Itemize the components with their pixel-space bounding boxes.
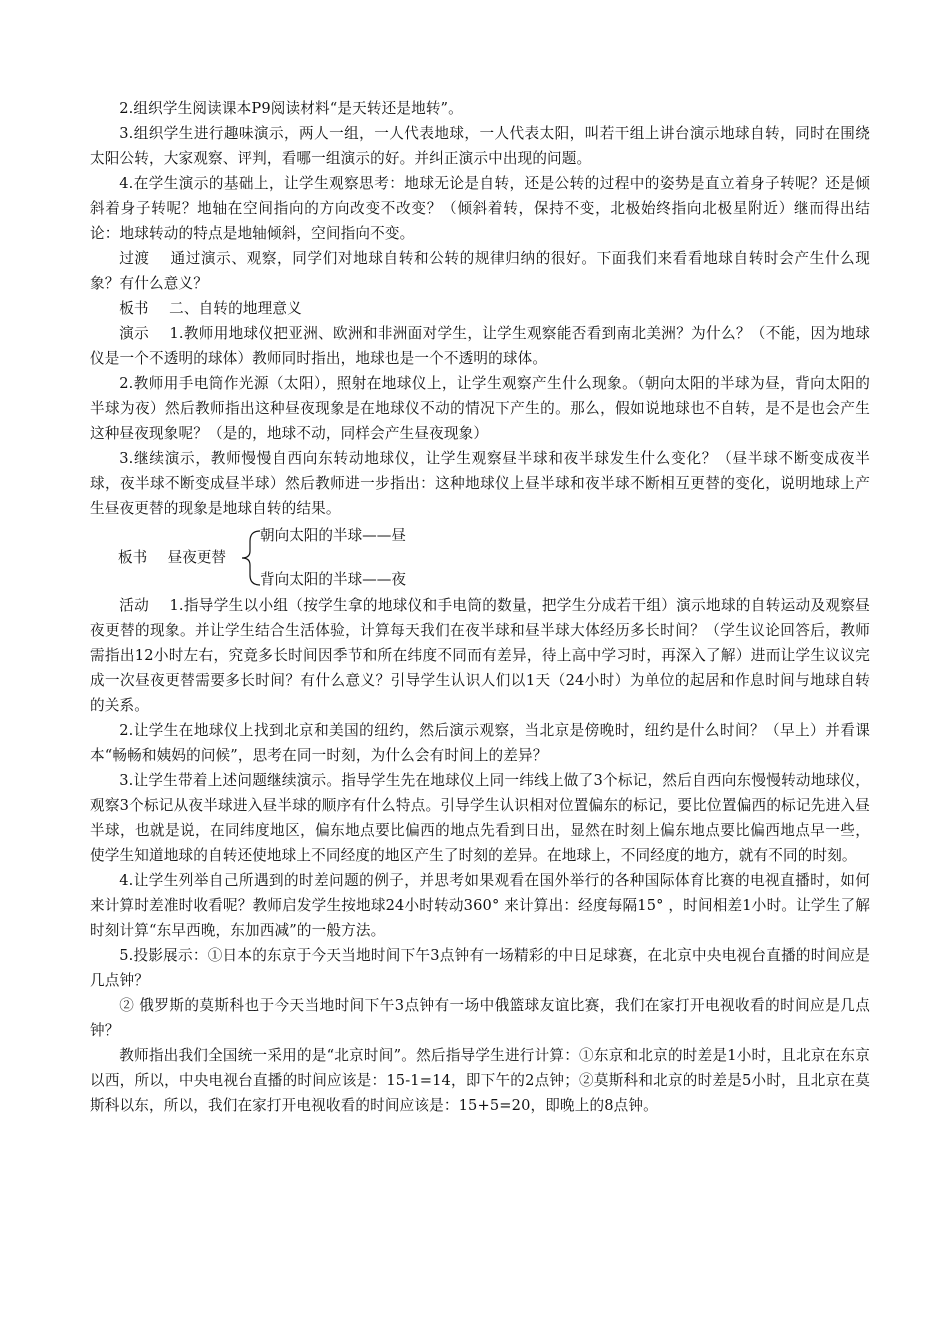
paragraph: 4.在学生演示的基础上，让学生观察思考：地球无论是自转，还是公转的过程中的姿势是直立着身子转呢？还是倾斜着身子转呢？地轴在空间指向的方向改变不改变？（倾斜着转，保持不变，北极始终指向北极星附近）继而得出结论：地球转动的特点是地轴倾斜，空间指向不变。	[90, 175, 870, 242]
brace-icon	[240, 525, 262, 591]
section-label: 板书	[119, 300, 149, 317]
paragraph: 教师指出我们全国统一采用的是“北京时间”。然后指导学生进行计算：①东京和北京的时差是1小时，且北京在东京以西，所以，中央电视台直播的时间应该是：15-1=14，即下午的2点钟；②莫斯科和北京的时差是5小时，且北京在莫斯科以东，所以，我们在家打开电视收看的时间应该是：15+5=20，即晚上的8点钟。	[90, 1047, 870, 1114]
paragraph-activity: 活动 1.指导学生以小组（按学生拿的地球仪和手电筒的数量，把学生分成若干组）演示地球的自转运动及观察昼夜更替的现象。并让学生结合生活体验，计算每天我们在夜半球和昼半球大体经历多长时间？（学生议论回答后，教师需指出12小时左右，究竟多长时间因季节和所在纬度不同而有差异，待上高中学习时，再深入了解）进而让学生议议完成一次昼夜更替需要多长时间？有什么意义？引导学生认识人们以1天（24小时）为单位的起居和作息时间与地球自转的关系。	[90, 597, 870, 714]
paragraph: 5.投影展示：①日本的东京于今天当地时间下午3点钟有一场精彩的中日足球赛，在北京中央电视台直播的时间应是几点钟？	[90, 947, 870, 989]
board-label: 板书 昼夜更替	[118, 549, 227, 566]
paragraph: 2.组织学生阅读课本P9阅读材料“是天转还是地转”。	[119, 100, 463, 117]
paragraph-board: 板书 二、自转的地理意义	[119, 300, 302, 317]
paragraph: 3.让学生带着上述问题继续演示。指导学生先在地球仪上同一纬线上做了3个标记，然后自西向东慢慢转动地球仪，观察3个标记从夜半球进入昼半球的顺序有什么特点。引导学生认识相对位置偏东的标记，要比位置偏西的标记先进入昼半球，也就是说，在同纬度地区，偏东地点要比偏西的地点先看到日出，显然在时刻上偏东地点要比偏西地点早一些，使学生知道地球的自转还使地球上不同经度的地区产生了时刻的差异。在地球上，不同经度的地方，就有不同的时刻。	[90, 772, 870, 864]
brace-top-line: 朝向太阳的半球——昼	[260, 527, 406, 544]
brace-bottom-line: 背向太阳的半球——夜	[260, 571, 406, 588]
board-topic: 昼夜更替	[167, 549, 227, 566]
paragraph: 2.教师用手电筒作光源（太阳），照射在地球仪上，让学生观察产生什么现象。（朝向太阳的半球为昼，背向太阳的半球为夜）然后教师指出这种昼夜现象是在地球仪不动的情况下产生的。那么，假如说地球也不自转，是不是也会产生这种昼夜现象呢？（是的，地球不动，同样会产生昼夜现象）	[90, 375, 870, 442]
paragraph-transition: 过渡 通过演示、观察，同学们对地球自转和公转的规律归纳的很好。下面我们来看看地球自转时会产生什么现象？有什么意义？	[90, 250, 870, 292]
paragraph: 4.让学生列举自己所遇到的时差问题的例子，并思考如果观看在国外举行的各种国际体育比赛的电视直播时，如何来计算时差准时收看呢？教师启发学生按地球24小时转动360° 来计算出：经度每隔15° ，时间相差1小时。让学生了解时刻计算“东早西晚，东加西减”的一般方法。	[90, 872, 870, 939]
document-body	[90, 96, 870, 1118]
paragraph: ② 俄罗斯的莫斯科也于今天当地时间下午3点钟有一场中俄篮球友谊比赛，我们在家打开电视收看的时间应是几点钟？	[90, 997, 870, 1039]
section-label: 活动	[119, 597, 150, 614]
board-brace-diagram	[90, 523, 870, 591]
section-label: 过渡	[119, 250, 150, 267]
section-label: 演示	[119, 325, 150, 342]
paragraph: 2.让学生在地球仪上找到北京和美国的纽约，然后演示观察，当北京是傍晚时，纽约是什么时间？（早上）并看课本“畅畅和姨妈的问候”，思考在同一时刻，为什么会有时间上的差异？	[90, 722, 870, 764]
paragraph: 3.继续演示，教师慢慢自西向东转动地球仪，让学生观察昼半球和夜半球发生什么变化？（昼半球不断变成夜半球，夜半球不断变成昼半球）然后教师进一步指出：这种地球仪上昼半球和夜半球不断相互更替的变化，说明地球上产生昼夜更替的现象是地球自转的结果。	[90, 450, 870, 517]
paragraph: 3.组织学生进行趣味演示，两人一组，一人代表地球，一人代表太阳，叫若干组上讲台演示地球自转，同时在围绕太阳公转，大家观察、评判，看哪一组演示的好。并纠正演示中出现的问题。	[90, 125, 870, 167]
paragraph-demo: 演示 1.教师用地球仪把亚洲、欧洲和非洲面对学生，让学生观察能否看到南北美洲？为什么？（不能，因为地球仪是一个不透明的球体）教师同时指出，地球也是一个不透明的球体。	[90, 325, 870, 367]
